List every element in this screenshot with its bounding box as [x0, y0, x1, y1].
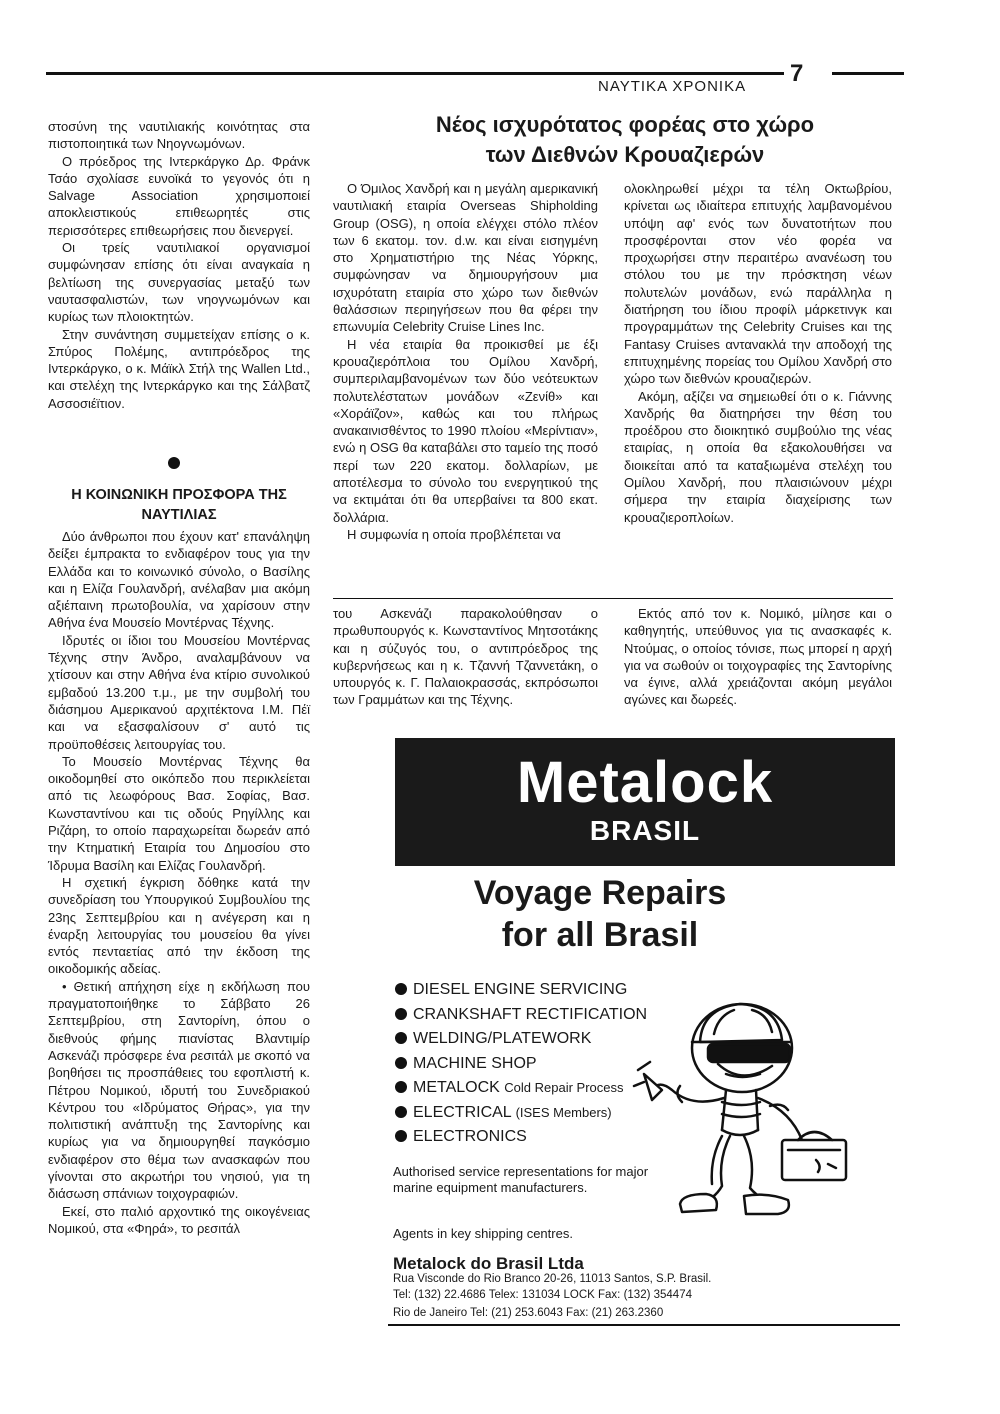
bullet-icon: [395, 1130, 407, 1142]
paragraph: Ο πρόεδρος της Ιντερκάργκο Δρ. Φράνκ Τσάο σχολίασε ευνοϊκά το γεγονός ότι η Salvage Association χρησιμοποιεί αποκλειστικούς επιθεωρητές στις περισσότερες επιθεωρήσεις που διενεργεί.: [48, 153, 310, 238]
paragraph: Ο Όμιλος Χανδρή και η μεγάλη αμερικανική ναυτιλιακή εταιρία Overseas Shipholding Group (OSG), η οποία ελέγχει στόλο πλέον των 6 εκατομ. τον. d.w. και είναι εισηγμένη στο Χρηματιστήριο της Νέας Υόρκης, συμφώνησαν να δημιουργήσουν μια ισχυρότατη εταιρία στο χώρο των διεθνών θαλάσσιων περιηγήσεων που θα φέρει την επωνυμία Celebrity Cruise Lines Inc.: [333, 181, 598, 335]
headline-line: Νέος ισχυρότατος φορέας στο χώρο: [435, 112, 815, 137]
paragraph: Ιδρυτές οι ίδιοι του Μουσείου Μοντέρνας Τέχνης στην Άνδρο, αναλαμβάνουν να χτίσουν και στην Αθήνα ένα κτίριο συνολικού εμβαδού 13.200 τ.μ., με την συμβολή του διάσημου Αμερικανού αρχιτέκτονα Ι.Μ. Πέϊ και να εξασφαλίσουν σ' αυτό τις προϋποθέσεις λειτουργίας του.: [48, 632, 310, 752]
ad-company-name: Metalock do Brasil Ltda: [393, 1254, 584, 1273]
paragraph: Δύο άνθρωποι που έχουν κατ' επανάληψη δείξει έμπρακτα το ενδιαφέρον τους για την Ελλάδα και το κοινωνικό σύνολο, ο Βασίλης και η Ελίζα Γουλανδρή, ανέλαβαν μια ακόμη αξιέπαινη πρωτοβουλία, να χαρίσουν στην Αθήνα ένα Μουσείο Μοντέρνας Τέχνης.: [48, 529, 310, 631]
section-divider-dot: [168, 457, 180, 469]
worker-mascot-icon: [622, 990, 902, 1230]
paragraph: Η σχετική έγκριση δόθηκε κατά την συνεδρίαση του Υπουργικού Συμβουλίου της 23ης Σεπτεμβρίου και η ανέγερση και η έναρξη λειτουργίας του μουσείου θα γίνει εντός πενταετίας από την έκδοση της οικοδομικής αδείας.: [48, 874, 310, 977]
ad-logo-sub: BRASIL: [589, 815, 701, 846]
paragraph: Η συμφωνία η οποία προβλέπεται να: [347, 526, 561, 542]
list-item: METALOCK Cold Repair Process: [395, 1076, 725, 1101]
ad-contact-line: Tel: (132) 22.4686 Telex: 131034 LOCK Fax: (132) 354474: [393, 1289, 692, 1301]
paragraph: Εκεί, στο παλιό αρχοντικό της οικογένειας Νομικού, στα «Φηρά», το ρεσιτάλ: [48, 1203, 310, 1236]
list-item: MACHINE SHOP: [395, 1052, 725, 1077]
article-headline: [340, 110, 910, 170]
article-column-middle: [333, 180, 598, 543]
headline-line: των Διεθνών Κρουαζιερών: [485, 142, 765, 167]
paragraph: ολοκληρωθεί μέχρι τα τέλη Οκτωβρίου, κρίνεται ως ιδιαίτερα επιτυχής λαμβανομένου υπόψη αφ' ενός των δυνατοτήτων που προσφέρονται στον νέο φορέα να προχωρήσει στην περαιτέρω ανανέωση του στόλου του με την πρόσκτηση νέων πολυτελών μονάδων, ενώ παράλληλα η διατήρηση του ίδιου προφίλ μάρκετινγκ και προγραμμάτων της Celebrity Cruises και της Fantasy Cruises αντανακλά την αποδοχή της επιτυχημένης πορείας του Ομίλου Χανδρή στο χώρο των διεθνών κρουαζιερών.: [624, 181, 892, 387]
ad-authorised-text: Authorised service representations for major marine equipment manufacturers.: [393, 1164, 649, 1195]
publication-title: ΝΑΥΤΙΚΑ ΧΡΟΝΙΚΑ: [598, 78, 747, 95]
left-column-top: [48, 118, 310, 412]
list-item: ELECTRONICS: [395, 1125, 725, 1150]
paragraph: Ακόμη, αξίζει να σημειωθεί ότι ο κ. Γιάννης Χανδρής θα διατηρήσει την θέση του προέδρου στο διοικητικό συμβούλιο της νέας εταιρίας, η οποία θα εξακολουθήσει να διοικείται από τα καταξιωμένα στελέχη του Ομίλου Χανδρή, που πλαισιώνουν μέχρι σήμερα την εταιρία διαχείρισης των κρουαζιεροπλοίων.: [624, 388, 892, 525]
article-bottom-rule: [333, 598, 893, 599]
bullet-icon: [395, 1008, 407, 1020]
paragraph: του Ασκενάζι παρακολούθησαν ο πρωθυπουργός κ. Κωνσταντίνος Μητσοτάκης και η σύζυγός του, ο αντιπρόεδρος της κυβερνήσεως και η κ. Τζαννή Τζαννετάκη, ο υπουργός κ. Γ. Παλαιοκρασσάς, εκπρόσωποι των Γραμμάτων και της Τέχνης.: [333, 606, 598, 708]
ad-logo: Metalock: [516, 750, 774, 815]
ad-slogan-line: Voyage Repairs: [473, 874, 727, 912]
header-rule-left: [46, 72, 784, 75]
paragraph: στοσύνη της ναυτιλιακής κοινότητας στα πιστοποιητικά των Νηογνωμόνων.: [48, 119, 310, 152]
header-rule-right: [832, 72, 904, 75]
bullet-icon: [395, 1106, 407, 1118]
paragraph: Η νέα εταιρία θα προικισθεί με έξι κρουαζιερόπλοια του Ομίλου Χανδρή, συμπεριλαμβανομένων των δύο νεότευκτων πολυτελέστατων μονάδων «Ζενίθ» και «Χοράϊζον», καθώς και του πλήρως ανακαινισθέντος το 1990 πλοίου «Μερίντιαν», ενώ η OSG θα καταβάλει στο ταμείο της ποσό περί των 220 εκατομ. δολλαρίων, με αποτέλεσμα το σύνολο του ενεργητικού της να εκτιμάται ότι θα υπερβαίνει τα 800 εκατ. δολλάρια.: [333, 336, 598, 525]
ad-address-line: Rua Visconde do Rio Branco 20-26, 11013 Santos, S.P. Brasil.: [393, 1273, 712, 1285]
list-item: ELECTRICAL (ISES Members): [395, 1101, 725, 1126]
bullet-icon: [395, 1032, 407, 1044]
ad-slogan-line: for all Brasil: [501, 916, 699, 954]
paragraph: Εκτός από τον κ. Νομικό, μίλησε και ο καθηγητής, υπεύθυνος για τις ανασκαφές κ. Ντούμας, ο οποίος τόνισε, πως μπορεί η αρχή για να σωθούν οι τοιχογραφίες της Σαντορίνης να έγινε, αλλά χρειάζονται ακόμη μεγάλοι αγώνες και δωρεές.: [624, 606, 892, 708]
bullet-icon: [395, 1081, 407, 1093]
continuation-column-middle: [333, 605, 598, 709]
ad-logo-banner: [395, 738, 895, 866]
list-item: DIESEL ENGINE SERVICING: [395, 978, 725, 1003]
ad-bottom-rule: [388, 1324, 900, 1326]
continuation-column-right: [624, 605, 892, 709]
section-subheading: Η ΚΟΙΝΩΝΙΚΗ ΠΡΟΣΦΟΡΑ ΤΗΣ ΝΑΥΤΙΛΙΑΣ: [71, 487, 287, 523]
bullet-icon: [395, 1057, 407, 1069]
ad-contact-line: Rio de Janeiro Tel: (21) 253.6043 Fax: (21) 263.2360: [393, 1307, 664, 1319]
article-column-right: [624, 180, 892, 526]
bullet-icon: [395, 983, 407, 995]
paragraph: Το Μουσείο Μοντέρνας Τέχνης θα οικοδομηθεί στο οικόπεδο που περικλείεται από τις λεωφόρους Βασ. Σοφίας, Βασ. Κωνσταντίνου και τις οδούς Ρηγίλλης και Ριζάρη, το οποίο παραχωρείται δωρεάν από την Κτηματική Εταιρία του Δημοσίου στο Ίδρυμα Βασίλη και Ελίζας Γουλανδρή.: [48, 753, 310, 873]
paragraph: Οι τρείς ναυτιλιακοί οργανισμοί συμφώνησαν επίσης ότι είναι αναγκαία η βελτίωση της συνεργασίας μεταξύ των ναυτασφαλιστών, των νηογνωμόνων και κυρίως των πλοιοκτητών.: [48, 240, 310, 325]
paragraph: Στην συνάντηση συμμετείχαν επίσης ο κ. Σπύρος Πολέμης, αντιπρόεδρος της Ιντερκάργκο, ο κ. Μάϊκλ Στήλ της Wallen Ltd., και στελέχη της Ιντερκάργκο και της Σάλβατζ Ασσοσιέϊτιον.: [48, 326, 310, 411]
paragraph: • Θετική απήχηση είχε η εκδήλωση που πραγματοποιήθηκε το Σάββατο 26 Σεπτεμβρίου, στη Σαντορίνη, όπου ο διεθνούς φήμης πιανίστας Βλαντιμίρ Ασκενάζι πρόσφερε ένα ρεσιτάλ με σκοπό να βοηθήσει τις προσπάθειες του εφοπλιστή κ. Πέτρου Νομικού, ιδρυτή του Συνεδριακού Κέντρου του «Ιδρύματος Θήρας», για την πολιτιστική ανάπτυξη της Σαντορίνης και κυρίως για να δημιουργηθεί παγκόσμιο ενδιαφέρον στο θέμα των ανασκαφών που γίνονται στο ακρωτήρι του νησιού, για τη διάσωση σπάνιων τοιχογραφιών.: [48, 978, 310, 1202]
page-number: 7: [790, 60, 804, 87]
left-column-bottom: [48, 528, 310, 1237]
list-item: WELDING/PLATEWORK: [395, 1027, 725, 1052]
ad-agents-text: Agents in key shipping centres.: [393, 1226, 573, 1241]
ad-slogan: [395, 872, 805, 956]
list-item: CRANKSHAFT RECTIFICATION: [395, 1003, 725, 1028]
